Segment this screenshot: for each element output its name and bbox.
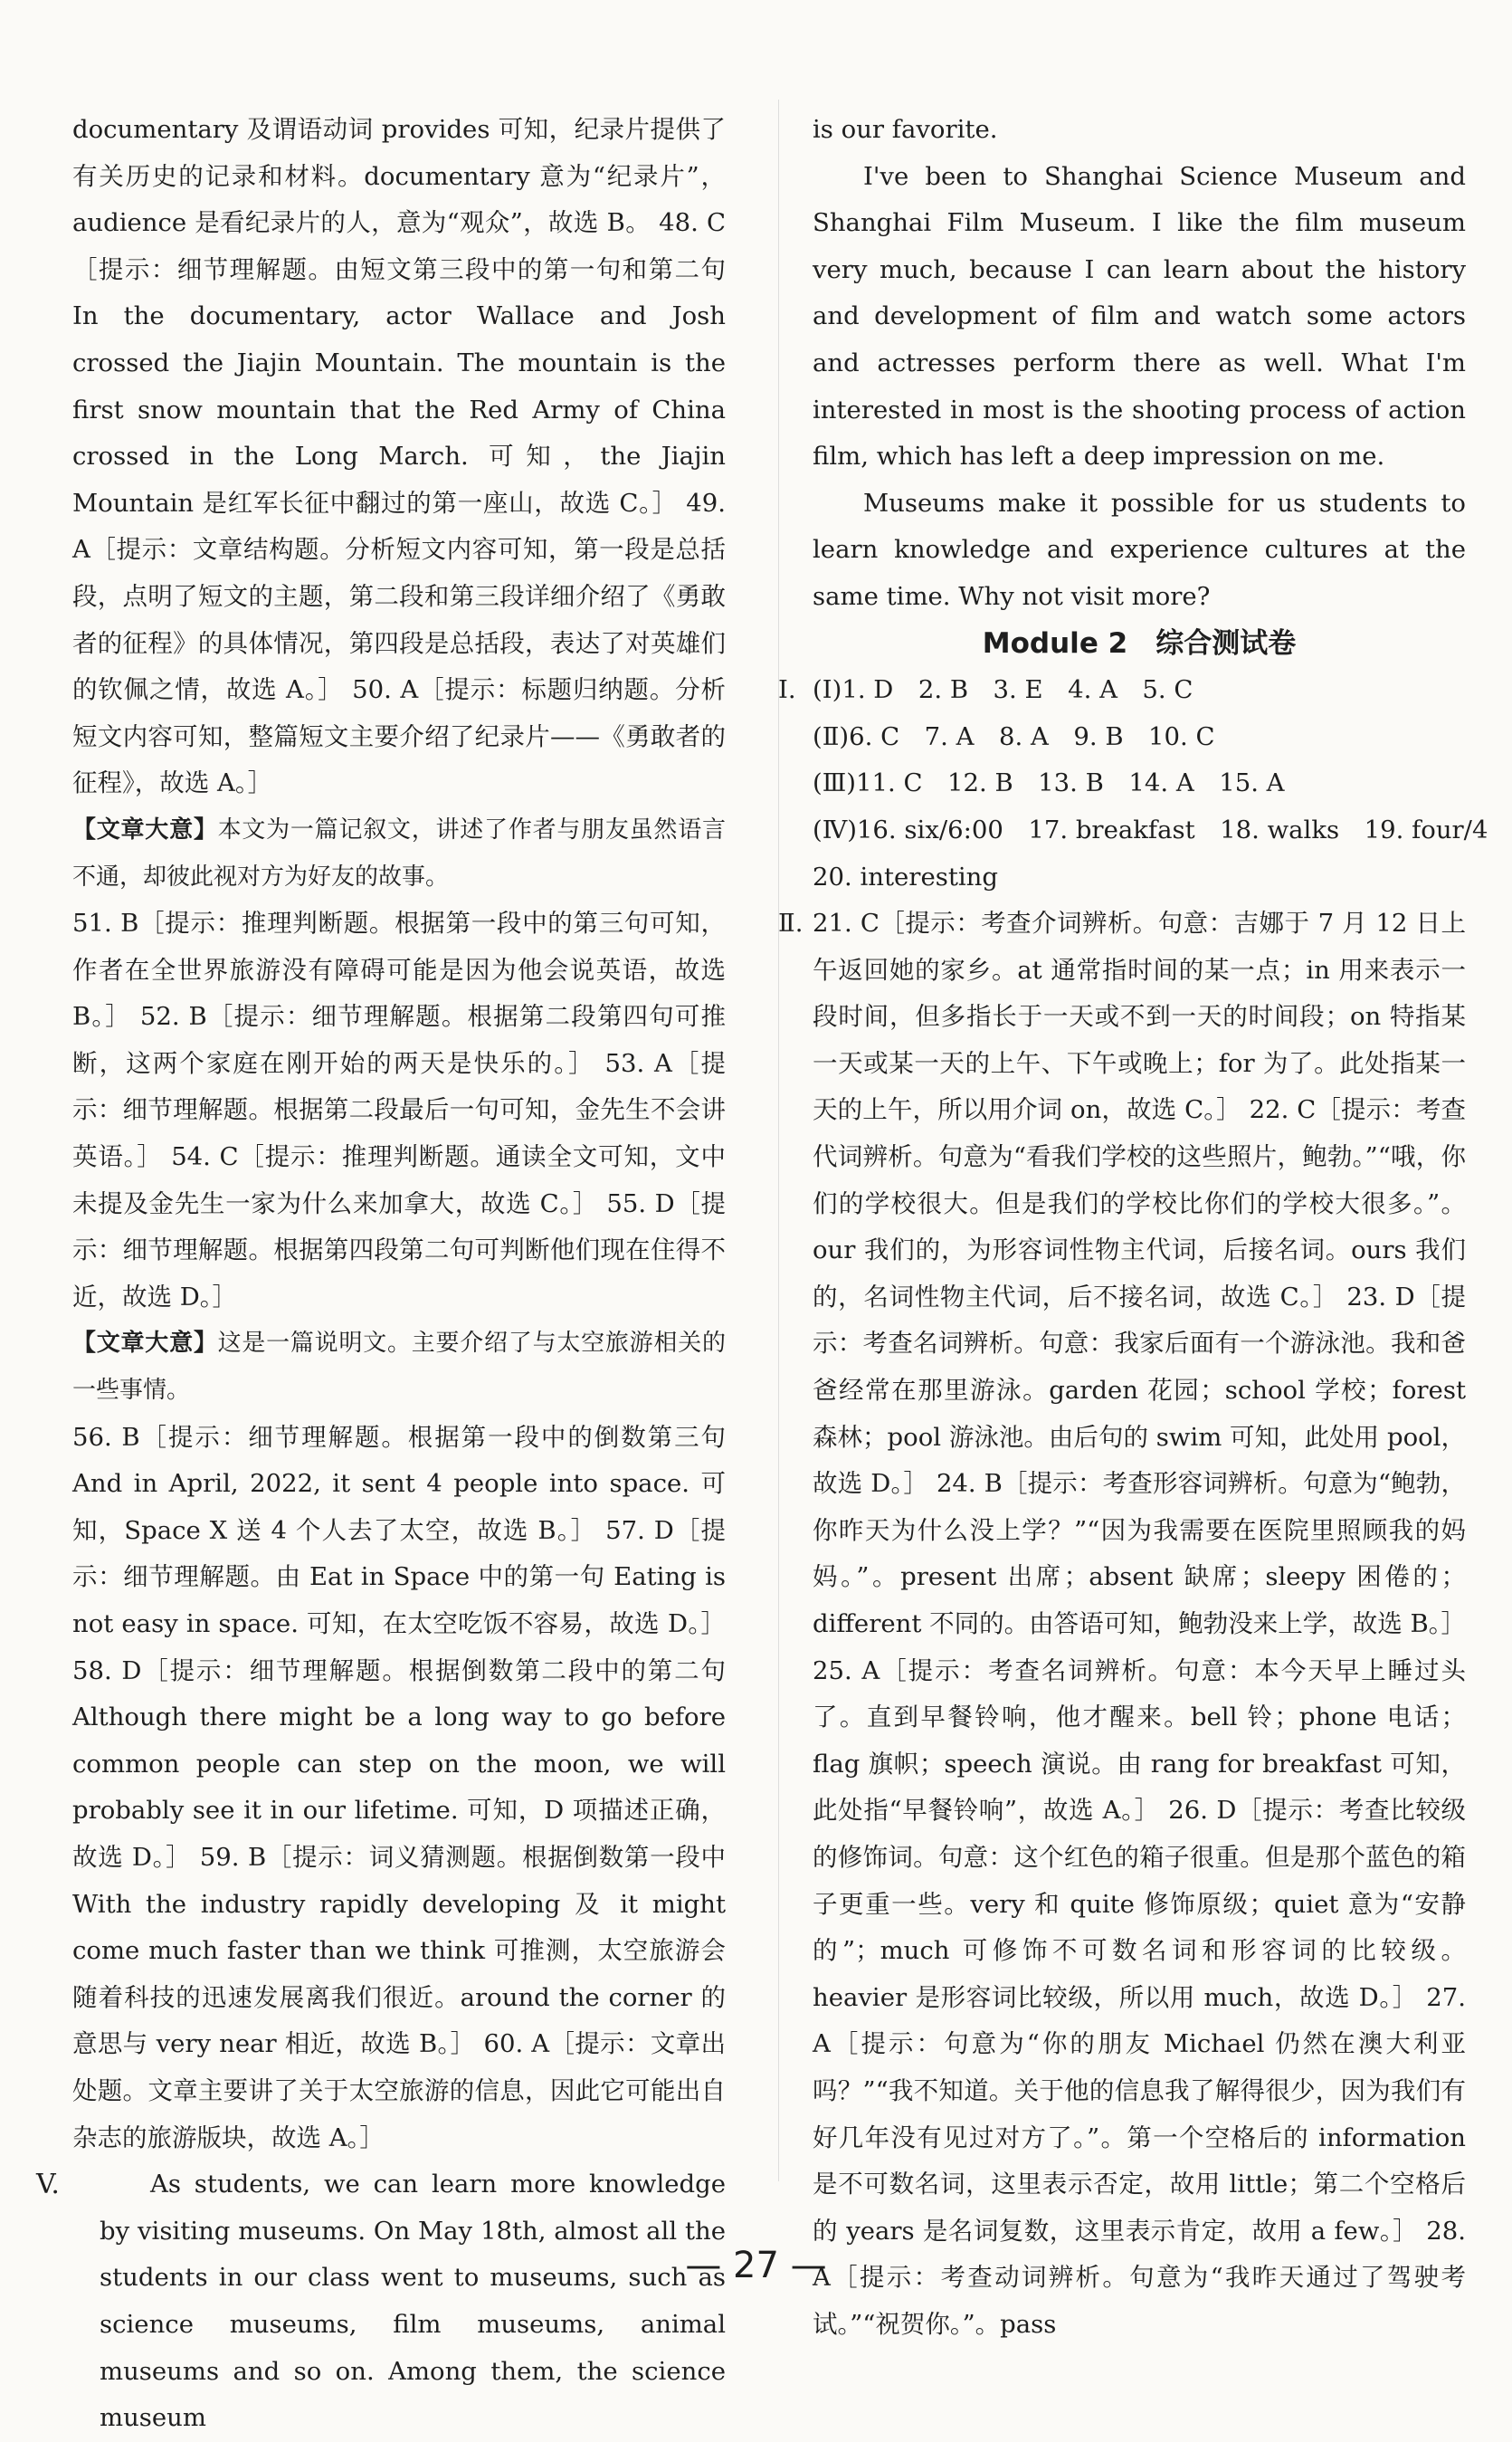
essay-section — [36, 2161, 726, 2442]
section-mark-ii: Ⅱ. — [778, 909, 804, 939]
summary-text: 本文为一篇记叙文，讲述了作者与朋友虽然语言不通，却彼此视对方为好友的故事。 — [72, 816, 726, 891]
summary-label: 【文章大意】 — [72, 816, 218, 844]
answer-row: (Ⅳ)16. six/6:00 17. breakfast 18. walks 19. four/4 — [813, 815, 1488, 844]
answer-row: (Ⅱ)6. C 7. A 8. A 9. B 10. C — [813, 721, 1215, 751]
right-column — [778, 107, 1488, 2349]
article-summary-1 — [72, 807, 726, 901]
answer-row: (Ⅲ)11. C 12. B 13. B 14. A 15. A — [813, 768, 1285, 798]
essay-paragraph-3: Museums make it possible for us students to learn knowledge and experience cultures at the same time. Why not visit more? — [813, 488, 1466, 611]
summary-label: 【文章大意】 — [72, 1330, 218, 1358]
page-number: — 27 — — [685, 2245, 827, 2286]
essay-paragraph-1: As students, we can learn more knowledge by visiting museums. On May 18th, almost all the students in our class went to museums, such as science museums, film museums, animal museums and so on. Among them, the science museum — [100, 2170, 726, 2433]
answer-row: 20. interesting — [813, 862, 999, 892]
answer-paragraph-21-28: 21. C［提示：考查介词辨析。句意：吉娜于 7 月 12 日上午返回她的家乡。at 通常指时间的某一点；in 用来表示一段时间，但多指长于一天或不到一天的时间段；on 特指某一天或某一天的上午、下午或晚上；for 为了。此处指某一天的上午，所以用介词 on，故选 C。］ 22. C［提示：考查代词辨析。句意为“看我们学校的这些照片，鲍勃。”“哦，你们的学校很大。但是我们的学校比你们的学校大很多。”。our 我们的，为形容词性物主代词，后接名词。ours 我们的，名词性物主代词，后不接名词，故选 C。］ 23. D［提示：考查名词辨析。句意：我家后面有一个游泳池。我和爸爸经常在那里游泳。garden 花园；school 学校；forest 森林；pool 游泳池。由后句的 swim 可知，此处用 pool，故选 D。］ 24. B［提示：考查形容词辨析。句意为“鲍勃，你昨天为什么没上学？”“因为我需要在医院里照顾我的妈妈。”。present 出席；absent 缺席；sleepy 困倦的；different 不同的。由答语可知，鲍勃没来上学，故选 B。］ 25. A［提示：考查名词辨析。句意：本今天早上睡过头了。直到早餐铃响，他才醒来。bell 铃；phone 电话；flag 旗帜；speech 演说。由 rang for breakfast 可知，此处指“早餐铃响”，故选 A。］ 26. D［提示：考查比较级的修饰词。句意：这个红色的箱子很重。但是那个蓝色的箱子更重一些。very 和 quite 修饰原级；quiet 意为“安静的”；much 可修饰不可数名词和形容词的比较级。heavier 是形容词比较级，所以用 much，故选 D。］ 27. A［提示：句意为“你的朋友 Michael 仍然在澳大利亚吗？”“我不知道。关于他的信息我了解得很少，因为我们有好几年没有见过对方了。”。第一个空格后的 information 是不可数名词，这里表示否定，故用 little；第二个空格后的 years 是名词复数，这里表示肯定，故用 a few。］ 28. A［提示：考查动词辨析。句意为“我昨天通过了驾驶考试。”“祝贺你。”。pass — [813, 909, 1466, 2339]
section-mark-v: V. — [36, 2169, 60, 2201]
left-column — [36, 107, 726, 2442]
section-mark-i: I. — [778, 675, 796, 705]
answer-paragraph-51-55: 51. B［提示：推理判断题。根据第一段中的第三句可知，作者在全世界旅游没有障碍可能是因为他会说英语，故选 B。］ 52. B［提示：细节理解题。根据第二段第四句可推断，这两个家庭在刚开始的两天是快乐的。］ 53. A［提示：细节理解题。根据第二段最后一句可知，金先生不会讲英语。］ 54. C［提示：推理判断题。通读全文可知，文中未提及金先生一家为什么来加拿大，故选 C。］ 55. D［提示：细节理解题。根据第四段第二句可判断他们现在住得不近，故选 D。］ — [72, 909, 726, 1312]
essay-paragraph-2: I've been to Shanghai Science Museum and Shanghai Film Museum. I like the film museum very much, because I can learn about the history and development of film and watch some actors and actresses perform there as well. What I'm interested in most is the shooting process of action film, which has left a deep impression on me. — [813, 161, 1466, 472]
article-summary-2 — [72, 1321, 726, 1414]
section-2-answers — [778, 901, 1466, 2348]
answer-row: (Ⅰ)1. D 2. B 3. E 4. A 5. C — [813, 675, 1193, 705]
answer-paragraph-47-50: documentary 及谓语动词 provides 可知，纪录片提供了有关历史的记录和材料。documentary 意为“纪录片”，audience 是看纪录片的人，意为“观众”，故选 B。 48. C［提示：细节理解题。由短文第三段中的第一句和第二句 In the documentary, actor Wallace and Josh crossed the Jiajin Mountain. The mountain is the first snow mountain that the Red Army of China crossed in the Long March. 可知，the Jiajin Mountain 是红军长征中翻过的第一座山，故选 C。］ 49. A［提示：文章结构题。分析短文内容可知，第一段是总括段，点明了短文的主题，第二段和第三段详细介绍了《勇敢者的征程》的具体情况，第四段是总括段，表达了对英雄们的钦佩之情，故选 A。］ 50. A［提示：标题归纳题。分析短文内容可知，整篇短文主要介绍了纪录片——《勇敢者的征程》，故选 A。］ — [72, 115, 726, 798]
answer-paragraph-56-60: 56. B［提示：细节理解题。根据第一段中的倒数第三句 And in April, 2022, it sent 4 people into space. 可知，Space X 送 4 个人去了太空，故选 B。］ 57. D［提示：细节理解题。由 Eat in Space 中的第一句 Eating is not easy in space. 可知，在太空吃饭不容易，故选 D。］ 58. D［提示：细节理解题。根据倒数第二段中的第二句 Although there might be a long way to go before common people can step on the moon, we will probably see it in our lifetime. 可知，D 项描述正确，故选 D。］ 59. B［提示：词义猜测题。根据倒数第一段中 With the industry rapidly developing 及 it might come much faster than we think 可推测，太空旅游会随着科技的迅速发展离我们很近。around the corner 的意思与 very near 相近，故选 B。］ 60. A［提示：文章出处题。文章主要讲了关于太空旅游的信息，因此它可能出自杂志的旅游版块，故选 A。］ — [72, 1422, 726, 2152]
summary-text: 这是一篇说明文。主要介绍了与太空旅游相关的一些事情。 — [72, 1330, 726, 1405]
module-title: Module 2 综合测试卷 — [982, 626, 1297, 660]
section-1-answers — [778, 667, 1488, 901]
essay-continuation: is our favorite. — [813, 115, 998, 144]
